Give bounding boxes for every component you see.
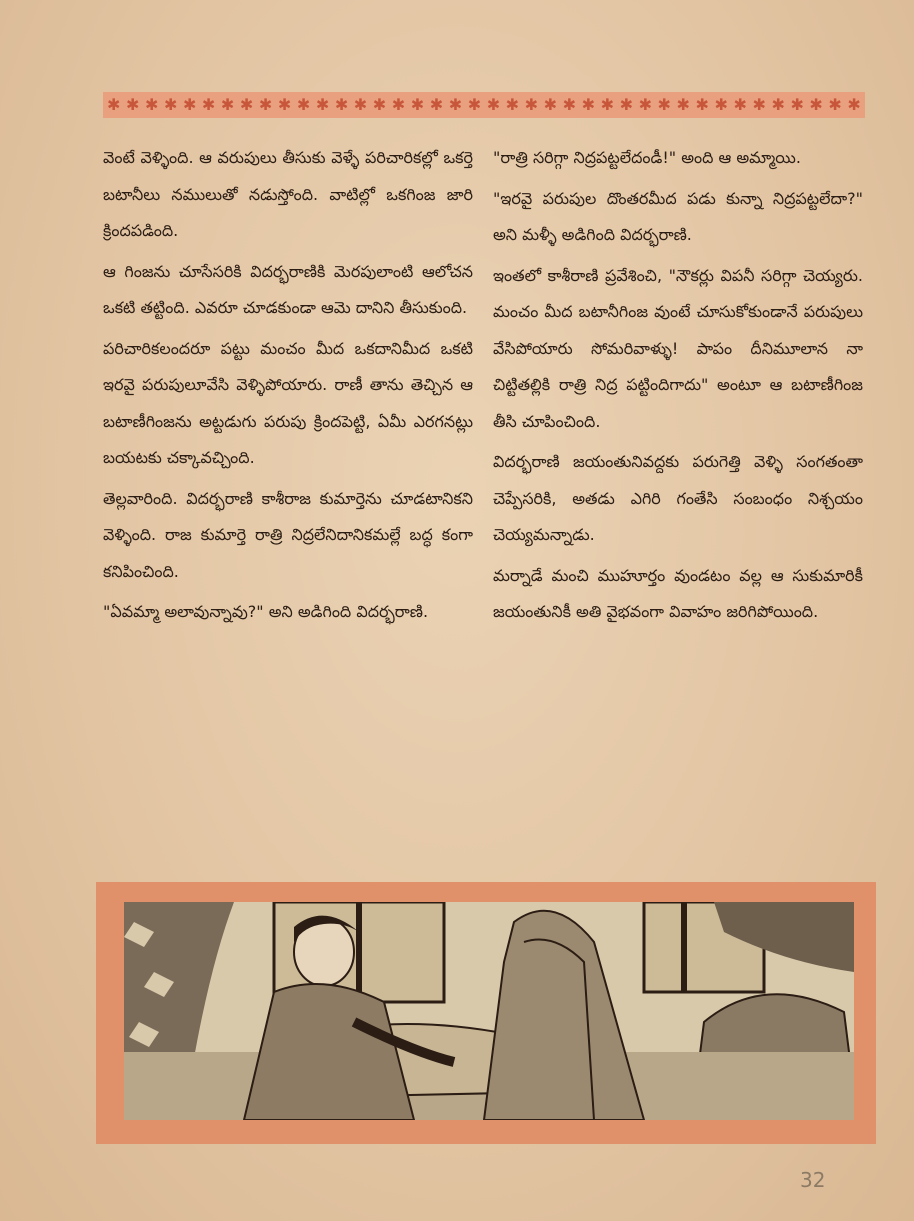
border-star-icon: ✱ xyxy=(676,95,690,114)
border-star-icon: ✱ xyxy=(543,95,558,114)
border-star-icon: ✱ xyxy=(752,95,766,114)
border-star-icon: ✱ xyxy=(638,95,652,114)
illustration xyxy=(124,902,854,1120)
paragraph: ఆ గింజను చూసేసరికి విదర్భరాణికి మెరపులాంటి ఆలోచన ఒకటి తట్టింది. ఎవరూ చూడకుండా ఆమె దానిని తీసుకుంది. xyxy=(103,261,473,317)
border-star-icon: ✱ xyxy=(125,95,140,114)
illustration-frame xyxy=(96,882,876,1144)
illustration-drawing xyxy=(124,902,854,1120)
border-star-icon: ✱ xyxy=(771,95,785,114)
paragraph: తెల్లవారింది. విదర్భరాణి కాశీరాజ కుమార్తెను చూడటానికని వెళ్ళింది. రాజ కుమార్తె రాత్రి నిద్రలేనిదానికమల్లే బద్ధ కంగా కనిపించింది. xyxy=(103,488,473,581)
border-star-icon: ✱ xyxy=(505,95,520,114)
border-star-icon: ✱ xyxy=(809,95,823,114)
border-star-icon: ✱ xyxy=(277,95,292,114)
border-star-icon: ✱ xyxy=(524,95,539,114)
paragraph: "ఇరవై పరుపుల దొంతరమీద పడు కున్నా నిద్రపట్టలేదా?" అని మళ్ళీ అడిగింది విదర్భరాణి. xyxy=(493,188,863,244)
border-star-icon: ✱ xyxy=(201,95,216,114)
border-star-icon: ✱ xyxy=(581,95,596,114)
border-star-icon: ✱ xyxy=(258,95,273,114)
border-star-icon: ✱ xyxy=(619,95,633,114)
border-star-icon: ✱ xyxy=(144,95,159,114)
border-star-icon: ✱ xyxy=(486,95,501,114)
paragraph: వెంటే వెళ్ళింది. ఆ వరుపులు తీసుకు వెళ్ళే పరిచారికల్లో ఒకర్తె బటానీలు నములుతో నడుస్తోంది. వాటిల్లో ఒకగింజ జారి క్రిందపడింది. xyxy=(103,148,473,240)
border-star-icon: ✱ xyxy=(182,95,197,114)
border-star-icon: ✱ xyxy=(107,95,121,114)
border-star-icon: ✱ xyxy=(600,95,614,114)
border-star-icon: ✱ xyxy=(847,95,861,114)
paragraph: పరిచారికలందరూ పట్టు మంచం మీద ఒకదానిమీద ఒకటి ఇరవై పరుపులూవేసి వెళ్ళిపోయారు. రాణీ తాను తెచ్చిన ఆ బటాణీగింజను అట్టడుగు పరుపు క్రిందపెట్టి, ఏమీ ఎరగనట్లు బయటకు చక్కావచ్చింది. xyxy=(103,338,473,467)
border-star-icon: ✱ xyxy=(239,95,254,114)
border-star-icon: ✱ xyxy=(467,95,482,114)
border-star-icon: ✱ xyxy=(296,95,311,114)
border-star-icon: ✱ xyxy=(353,95,368,114)
border-star-icon: ✱ xyxy=(657,95,671,114)
decorative-border xyxy=(103,92,865,118)
paragraph: "ఏవమ్మా అలావున్నావు?" అని అడిగింది విదర్భరాణి. xyxy=(103,602,429,621)
border-star-icon: ✱ xyxy=(163,95,178,114)
border-star-icon: ✱ xyxy=(372,95,387,114)
right-column xyxy=(493,140,863,635)
paragraph: "రాత్రి సరిగ్గా నిద్రపట్టలేదండీ!" అంది ఆ అమ్మాయి. xyxy=(493,148,801,167)
page-number: 32 xyxy=(800,1168,826,1192)
paragraph: మర్నాడే మంచి ముహూర్తం వుండటం వల్ల ఆ సుకుమారికీ జయంతునికీ అతి వైభవంగా వివాహం జరిగిపోయింది. xyxy=(493,565,863,621)
border-star-icon: ✱ xyxy=(562,95,577,114)
border-star-icon: ✱ xyxy=(695,95,709,114)
border-star-icon: ✱ xyxy=(429,95,444,114)
border-star-icon: ✱ xyxy=(391,95,406,114)
border-star-icon: ✱ xyxy=(315,95,330,114)
paragraph: ఇంతలో కాశీరాణి ప్రవేశించి, "నౌకర్లు విపనీ సరిగ్గా చెయ్యరు. మంచం మీద బటానీగింజ వుంటే చూసుకోకుండానే పరుపులు వేసిపోయారు సోమరివాళ్ళు! పాపం దీనిమూలాన నా చిట్టితల్లికి రాత్రి నిద్ర పట్టిందిగాదు" అంటూ ఆ బటాణీగింజ తీసి చూపించింది. xyxy=(493,265,863,431)
border-star-icon: ✱ xyxy=(410,95,425,114)
paragraph: విదర్భరాణి జయంతునివద్దకు పరుగెత్తి వెళ్ళి సంగతంతా చెప్పేసరికి, అతడు ఎగిరి గంతేసి సంబంధం నిశ్చయం చెయ్యమన్నాడు. xyxy=(493,452,863,544)
border-star-icon: ✱ xyxy=(714,95,728,114)
left-column xyxy=(103,140,473,635)
border-star-icon: ✱ xyxy=(448,95,463,114)
border-star-icon: ✱ xyxy=(733,95,747,114)
border-star-icon: ✱ xyxy=(220,95,235,114)
border-star-icon: ✱ xyxy=(790,95,804,114)
border-star-icon: ✱ xyxy=(828,95,842,114)
border-star-icon: ✱ xyxy=(334,95,349,114)
